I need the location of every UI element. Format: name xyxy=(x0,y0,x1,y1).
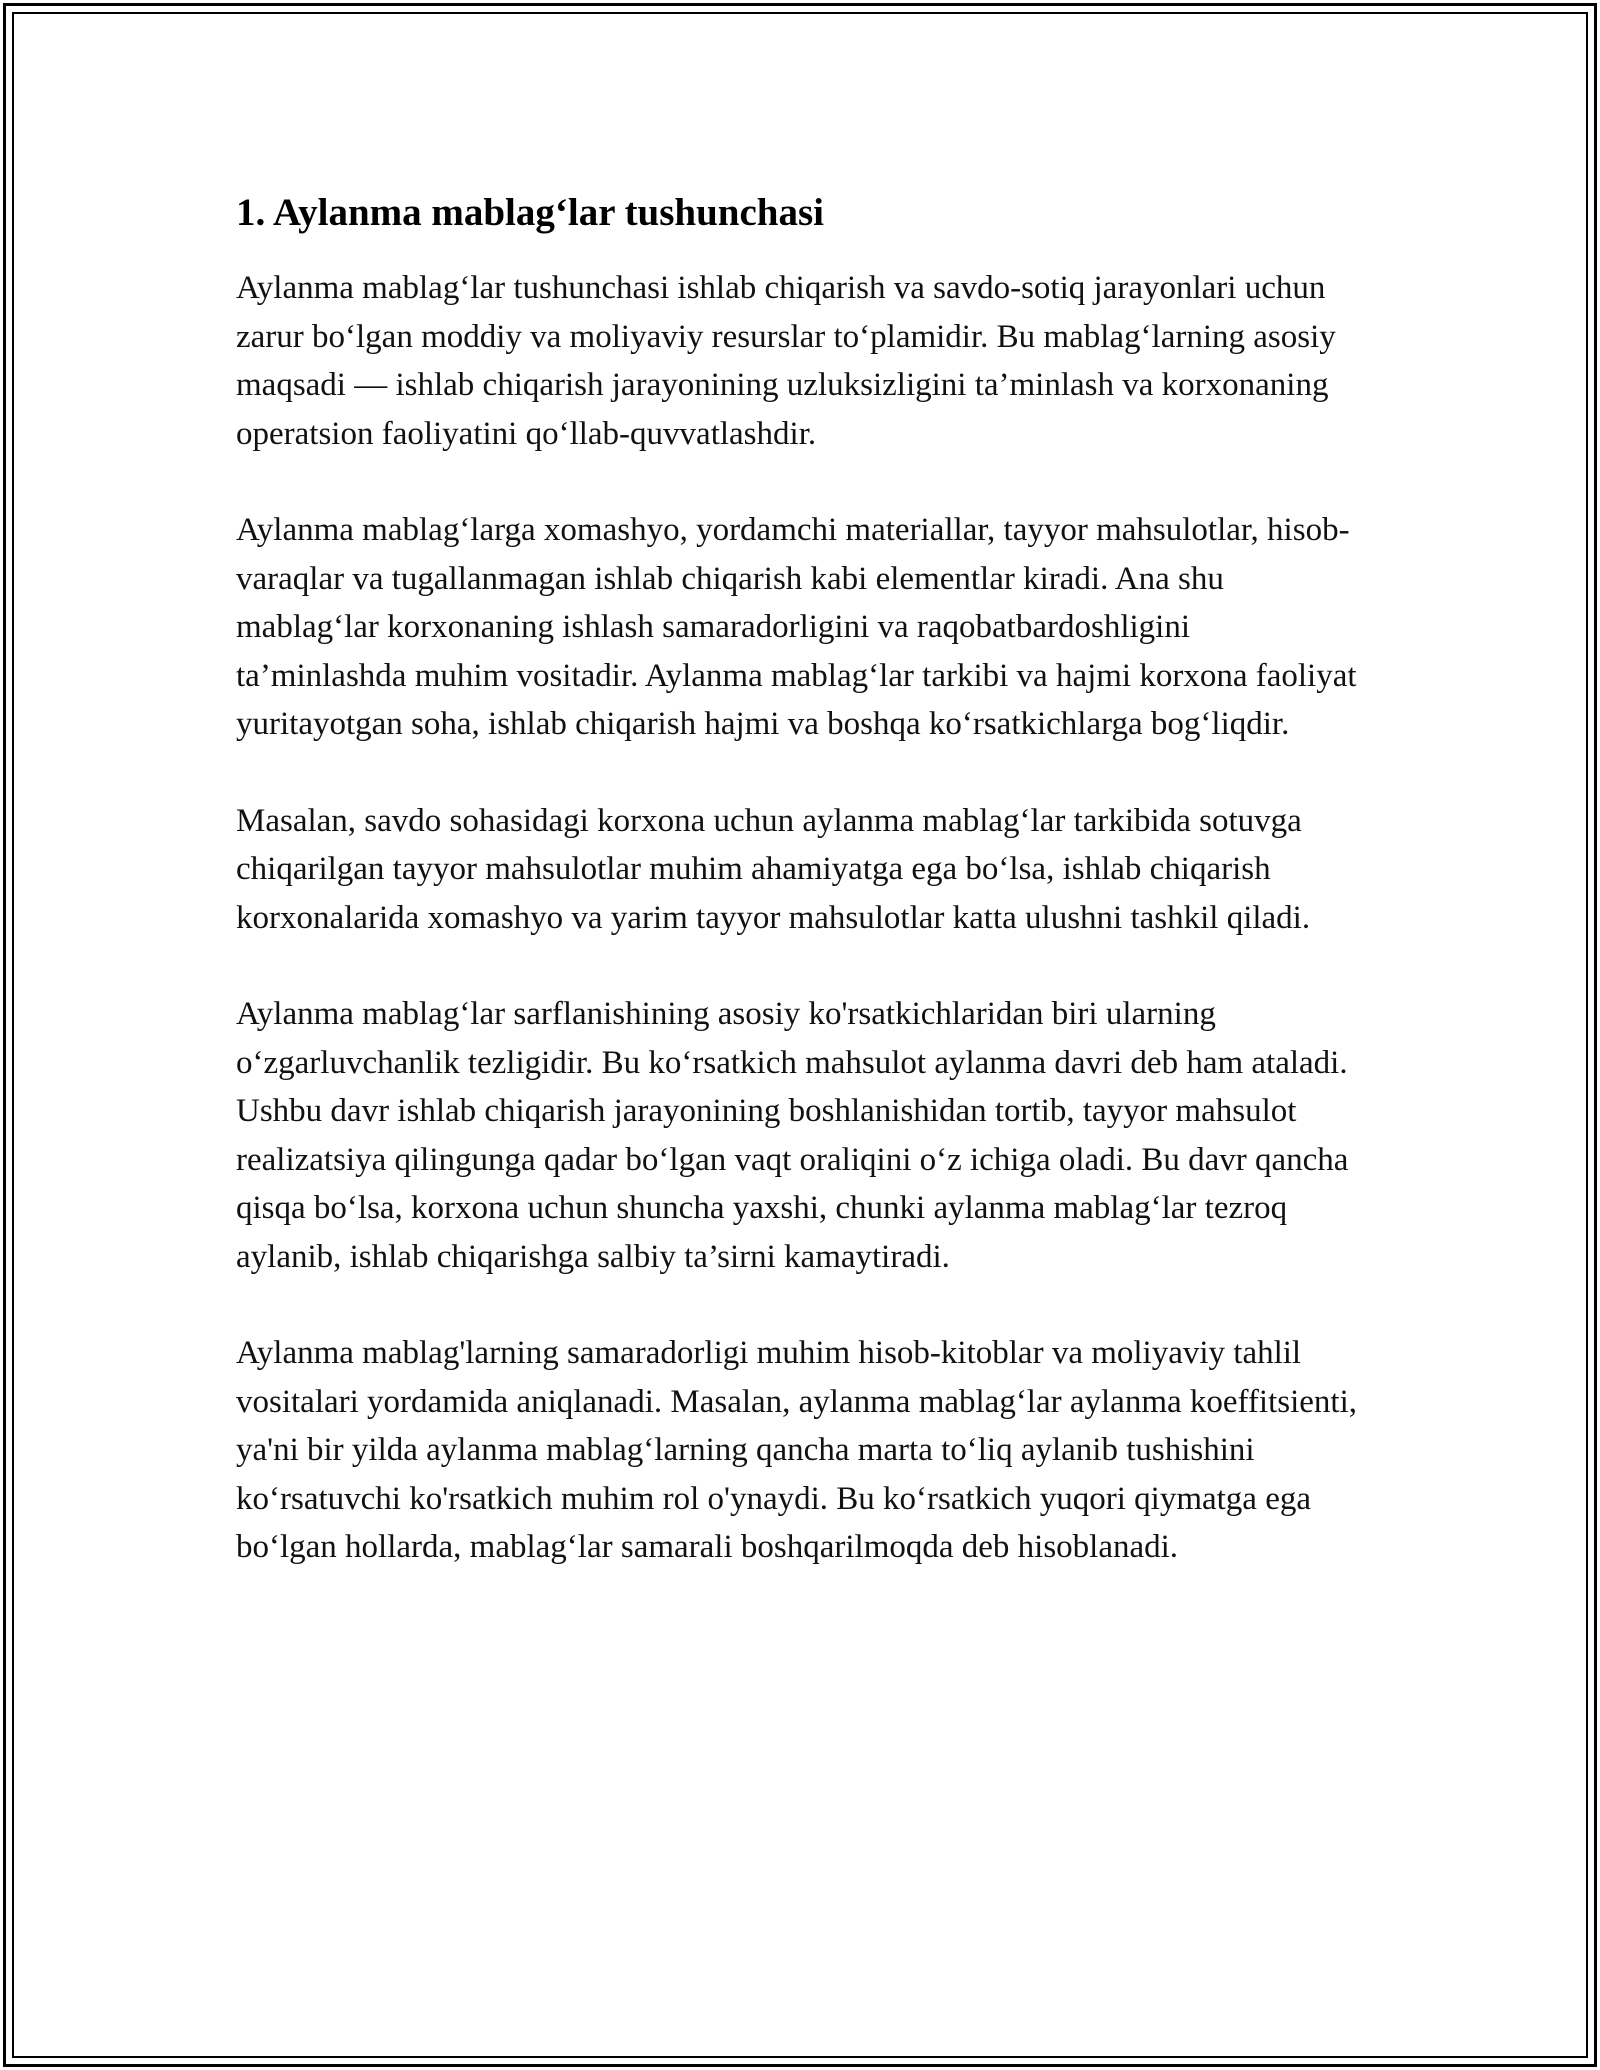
paragraph-composition: Aylanma mablag‘larga xomashyo, yordamchi materiallar, tayyor mahsulotlar, hisob-varaqlar va tugallanmagan ishlab chiqarish kabi elementlar kiradi. Ana shu mablag‘lar korxonaning ishlash samaradorligini va raqobatbardoshligini ta’minlashda muhim vositadir. Aylanma mablag‘lar tarkibi va hajmi korxona faoliyat yuritayotgan soha, ishlab chiqarish hajmi va boshqa ko‘rsatkichlarga bog‘liqdir. xyxy=(236,512,1357,742)
paragraph-efficiency: Aylanma mablag'larning samaradorligi muhim hisob-kitoblar va moliyaviy tahlil vositalari yordamida aniqlanadi. Masalan, aylanma mablag‘lar aylanma koeffitsienti, ya'ni bir yilda aylanma mablag‘larning qancha marta to‘liq aylanib tushishini ko‘rsatuvchi ko'rsatkich muhim rol o'ynaydi. Bu ko‘rsatkich yuqori qiymatga ega bo‘lgan hollarda, mablag‘lar samarali boshqarilmoqda deb hisoblanadi. xyxy=(236,1335,1358,1565)
paragraph-example: Masalan, savdo sohasidagi korxona uchun aylanma mablag‘lar tarkibida sotuvga chiqarilgan tayyor mahsulotlar muhim ahamiyatga ega bo‘lsa, ishlab chiqarish korxonalarida xomashyo va yarim tayyor mahsulotlar katta ulushni tashkil qiladi. xyxy=(236,802,1311,936)
document-body xyxy=(236,188,1366,1620)
paragraph-turnover-speed: Aylanma mablag‘lar sarflanishining asosiy ko'rsatkichlaridan biri ularning o‘zgarluvchanlik tezligidir. Bu ko‘rsatkich mahsulot aylanma davri deb ham ataladi. Ushbu davr ishlab chiqarish jarayonining boshlanishidan tortib, tayyor mahsulot realizatsiya qilingunga qadar bo‘lgan vaqt oraliqini o‘z ichiga oladi. Bu davr qancha qisqa bo‘lsa, korxona uchun shuncha yaxshi, chunki aylanma mablag‘lar tezroq aylanib, ishlab chiqarishga salbiy ta’sirni kamaytiradi. xyxy=(236,996,1349,1275)
section-title: 1. Aylanma mablag‘lar tushunchasi xyxy=(236,191,825,234)
paragraph-definition: Aylanma mablag‘lar tushunchasi ishlab chiqarish va savdo-sotiq jarayonlari uchun zarur bo‘lgan moddiy va moliyaviy resurslar to‘plamidir. Bu mablag‘larning asosiy maqsadi — ishlab chiqarish jarayonining uzluksizligini ta’minlash va korxonaning operatsion faoliyatini qo‘llab-quvvatlashdir. xyxy=(236,270,1336,452)
